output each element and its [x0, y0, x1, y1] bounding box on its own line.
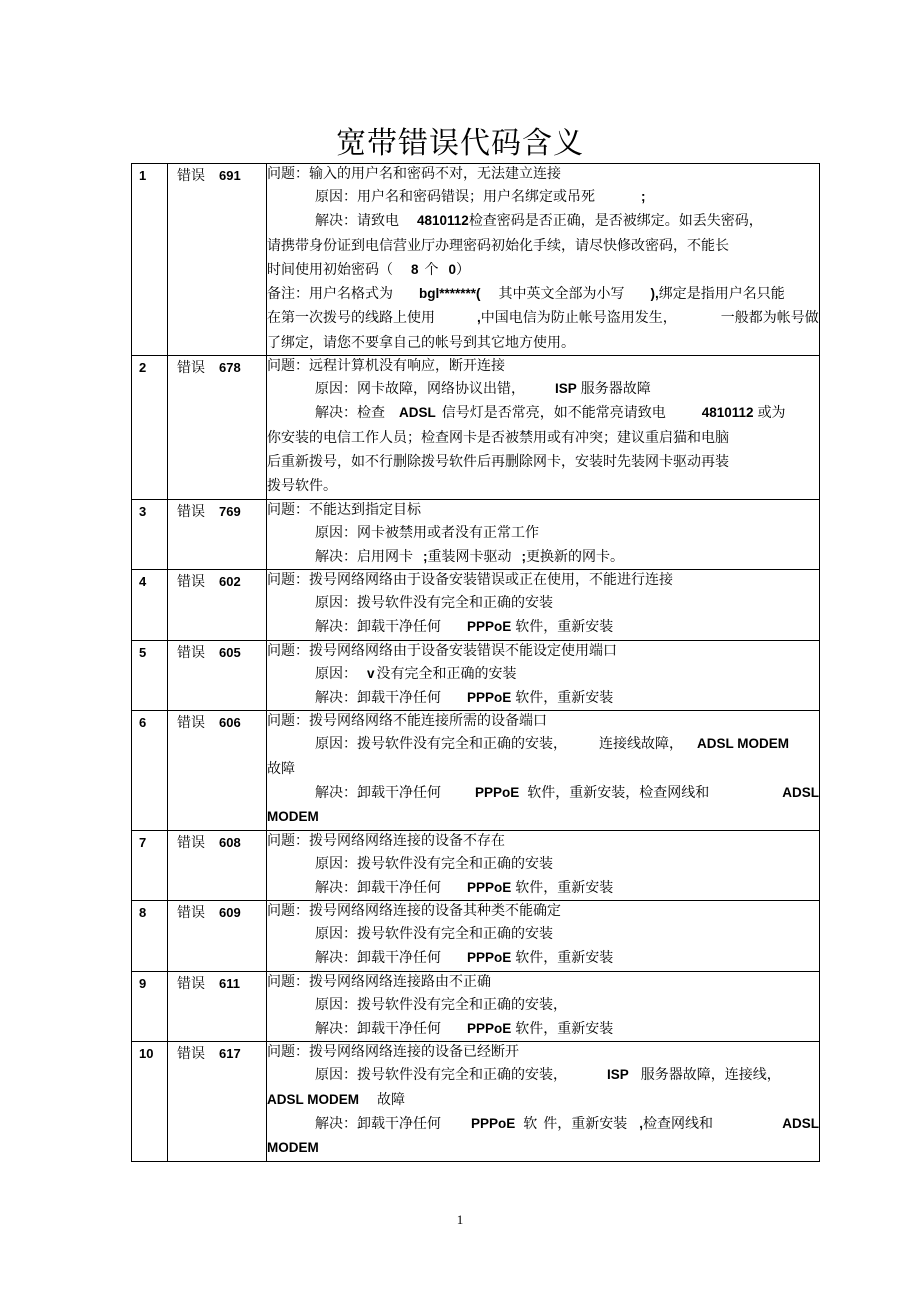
- cause-line: 原因：拨号软件没有完全和正确的安装， ISP 服务器故障，连接线，: [315, 1067, 781, 1084]
- page-title: 宽带错误代码含义: [336, 126, 584, 161]
- description-cell: [267, 1042, 820, 1161]
- solution-line: 解决：卸载干净任何 PPPoE 软 件，重新安装 ,检查网线和 ADSL: [315, 1115, 819, 1132]
- row-number-cell: [132, 971, 168, 1042]
- row-number-cell: [132, 711, 168, 830]
- error-code-cell: [168, 640, 267, 711]
- description-cell: [267, 971, 820, 1042]
- solution-line: 你安装的电信工作人员；检查网卡是否被禁用或有冲突；建议重启猫和电脑: [267, 429, 729, 446]
- cause-line: 原因：拨号软件没有完全和正确的安装: [315, 855, 553, 872]
- error-code: 错误 608: [177, 834, 241, 851]
- note-line: 了绑定，请您不要拿自己的帐号到其它地方使用。: [267, 334, 575, 351]
- row-number: 7: [139, 834, 147, 850]
- table-row: [132, 356, 820, 499]
- solution-line: 时间使用初始密码（ 8 个 0）: [267, 261, 471, 278]
- cause-line: 原因：拨号软件没有完全和正确的安装， 连接线故障， ADSL MODEM: [315, 736, 790, 753]
- row-number: 8: [139, 905, 147, 921]
- row-number: 1: [139, 168, 147, 183]
- problem-line: 问题：拨号网络网络由于设备安装错误不能设定使用端口: [267, 642, 617, 659]
- cause-line: 故障: [267, 760, 295, 777]
- error-code-cell: [168, 830, 267, 901]
- row-number-cell: [132, 830, 168, 901]
- problem-line: 问题：拨号网络网络连接的设备已经断开: [267, 1044, 519, 1061]
- table-row: [132, 640, 820, 711]
- error-code: 错误 602: [177, 574, 241, 591]
- row-number-cell: [132, 1042, 168, 1161]
- error-code-table: [131, 163, 820, 1162]
- error-code: 错误 611: [177, 975, 240, 992]
- solution-line: 拨号软件。: [267, 478, 337, 495]
- solution-line: MODEM: [267, 1140, 319, 1156]
- error-code: 错误 678: [177, 360, 241, 377]
- row-number: 9: [139, 975, 147, 991]
- error-code: 错误 769: [177, 503, 241, 520]
- row-number-cell: [132, 499, 168, 570]
- description-cell: [267, 711, 820, 830]
- cause-line: 原因：拨号软件没有完全和正确的安装: [315, 595, 553, 612]
- solution-line: 解决：卸载干净任何 PPPoE 软件，重新安装: [315, 690, 614, 707]
- solution-line: 解决：卸载干净任何 PPPoE 软件，重新安装，检查网线和 ADSL: [315, 784, 819, 801]
- solution-line: 请携带身份证到电信营业厅办理密码初始化手续，请尽快修改密码，不能长: [267, 237, 729, 254]
- solution-line: 后重新拨号，如不行删除拨号软件后再删除网卡，安装时先装网卡驱动再装: [267, 453, 729, 470]
- note-line: 备注：用户名格式为 bgl*******( 其中英文全部为小写 ),绑定是指用户名只能: [267, 286, 785, 303]
- problem-line: 问题：拨号网络网络连接路由不正确: [267, 973, 491, 990]
- table-row: [132, 830, 820, 901]
- error-code-cell: [168, 901, 267, 972]
- solution-line: MODEM: [267, 809, 319, 825]
- solution-line: 解决：检查 ADSL 信号灯是否常亮，如不能常亮请致电 4810112 或为: [315, 405, 786, 422]
- error-code-cell: [168, 164, 267, 356]
- table-row: [132, 164, 820, 356]
- solution-line: 解决：卸载干净任何 PPPoE 软件，重新安装: [315, 619, 614, 636]
- row-number: 4: [139, 574, 147, 590]
- row-number: 10: [139, 1046, 154, 1062]
- cause-line: 原因： v 没有完全和正确的安装: [315, 665, 517, 682]
- error-code: 错误 605: [177, 644, 241, 661]
- description-cell: [267, 356, 820, 499]
- row-number-cell: [132, 356, 168, 499]
- error-code-cell: [168, 356, 267, 499]
- problem-line: 问题：拨号网络网络连接的设备不存在: [267, 832, 505, 849]
- cause-line: 原因：网卡故障，网络协议出错， ISP 服务器故障: [315, 381, 651, 398]
- table-row: [132, 711, 820, 830]
- note-line: 在第一次拨号的线路上使用 ,中国电信为防止帐号盗用发生， 一般都为帐号做: [267, 310, 819, 327]
- error-code: 错误 609: [177, 905, 241, 922]
- row-number: 5: [139, 644, 147, 660]
- error-code-cell: [168, 971, 267, 1042]
- error-code-cell: [168, 499, 267, 570]
- description-cell: [267, 499, 820, 570]
- error-code: 错误 617: [177, 1046, 241, 1063]
- description-cell: [267, 570, 820, 641]
- row-number-cell: [132, 570, 168, 641]
- problem-line: 问题：不能达到指定目标: [267, 501, 421, 518]
- table-row: [132, 499, 820, 570]
- table-row: [132, 971, 820, 1042]
- cause-line: 原因：网卡被禁用或者没有正常工作: [315, 524, 539, 541]
- description-cell: [267, 830, 820, 901]
- error-code: 错误 691: [177, 168, 241, 184]
- table-row: [132, 570, 820, 641]
- problem-line: 问题：输入的用户名和密码不对，无法建立连接: [267, 166, 561, 182]
- problem-line: 问题：拨号网络网络由于设备安装错误或正在使用，不能进行连接: [267, 572, 673, 589]
- cause-line: 原因：用户名和密码错误；用户名绑定或吊死 ;: [315, 189, 646, 205]
- error-code: 错误 606: [177, 715, 241, 732]
- problem-line: 问题：拨号网络网络不能连接所需的设备端口: [267, 713, 547, 730]
- description-cell: [267, 640, 820, 711]
- row-number: 3: [139, 503, 147, 519]
- description-cell: [267, 164, 820, 356]
- cause-line: 原因：拨号软件没有完全和正确的安装: [315, 926, 553, 943]
- table-row: [132, 1042, 820, 1161]
- problem-line: 问题：拨号网络网络连接的设备其种类不能确定: [267, 903, 561, 920]
- error-code-cell: [168, 570, 267, 641]
- row-number-cell: [132, 640, 168, 711]
- cause-line: ADSL MODEM 故障: [267, 1091, 406, 1108]
- page-number: 1: [456, 1212, 464, 1227]
- problem-line: 问题：远程计算机没有响应，断开连接: [267, 358, 505, 375]
- row-number: 6: [139, 715, 147, 731]
- row-number: 2: [139, 360, 147, 376]
- solution-line: 解决：启用网卡 ;重装网卡驱动 ;更换新的网卡。: [315, 548, 624, 565]
- row-number-cell: [132, 901, 168, 972]
- table-row: [132, 901, 820, 972]
- description-cell: [267, 901, 820, 972]
- row-number-cell: [132, 164, 168, 356]
- solution-line: 解决：卸载干净任何 PPPoE 软件，重新安装: [315, 879, 614, 896]
- cause-line: 原因：拨号软件没有完全和正确的安装，: [315, 996, 567, 1013]
- solution-line: 解决：卸载干净任何 PPPoE 软件，重新安装: [315, 950, 614, 967]
- error-code-cell: [168, 711, 267, 830]
- solution-line: 解决：卸载干净任何 PPPoE 软件，重新安装: [315, 1021, 614, 1038]
- error-code-cell: [168, 1042, 267, 1161]
- solution-line: 解决：请致电 4810112检查密码是否正确，是否被绑定。如丢失密码，: [315, 213, 763, 230]
